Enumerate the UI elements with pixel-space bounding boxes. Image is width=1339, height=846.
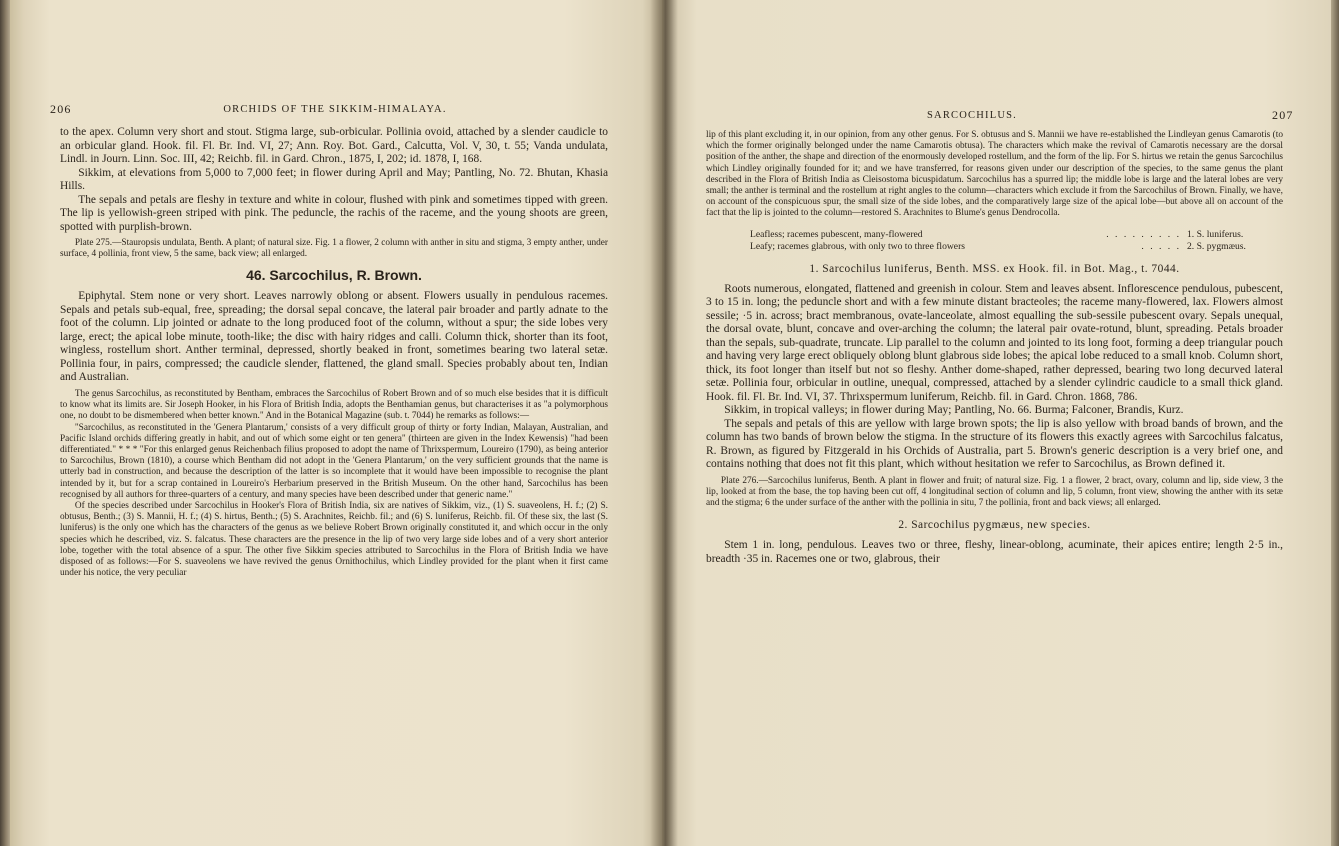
left-page xyxy=(10,0,662,846)
plate-note: Plate 275.—Stauropsis undulata, Benth. A plant; of natural size. Fig. 1 a flower, 2 column with anther in situ and stigma, 3 empty anther, under surface, 4 pollinia, front view, 5 the same, back view; all enlarged. xyxy=(60,238,608,260)
book-gutter xyxy=(650,0,678,846)
species-heading: 1. Sarcochilus luniferus, Benth. MSS. ex Hook. fil. in Bot. Mag., t. 7044. xyxy=(809,262,1180,275)
paragraph: Stem 1 in. long, pendulous. Leaves two or three, fleshy, linear-oblong, acuminate, their apices entire; length 2·5 in., breadth ·35 in. Racemes one or two, glabrous, their xyxy=(706,539,1283,565)
right-page xyxy=(662,0,1331,846)
key-result: 2. S. pygmæus. xyxy=(1187,240,1246,252)
plate-note: Plate 276.—Sarcochilus luniferus, Benth. A plant in flower and fruit; of natural size. Fig. 1 a flower, 2 bract, ovary, column and lip, side view, 3 the lip, looked at from the base, the top having been cut off, 4 longitudinal section of column and lip, 5 column, front view, showing the anther with its setæ and the stigma; 6 the under surface of the anther with the pollinia in situ, 7 the pollinia, front and back views; all enlarged. xyxy=(706,475,1283,509)
paragraph: The sepals and petals of this are yellow with large brown spots; the lip is also yellow with broad bands of brown, and the column has two bands of brown below the stigma. In the structure of its flowers this exactly agrees with Sarcochilus falcatus, R. Brown, as figured by Fitzgerald in his Orchids of Australia, part 5. Brown's generic description is a very brief one, and contains nothing that does not fit this plant, which without hesitation we refer to Sarcochilus, as Brown defined it. xyxy=(706,417,1283,471)
running-head-left: ORCHIDS OF THE SIKKIM-HIMALAYA. xyxy=(223,104,447,115)
paragraph: The sepals and petals are fleshy in texture and white in colour, flushed with pink and sometimes tipped with green. The lip is yellowish-green striped with pink. The peduncle, the rachis of the raceme, and the young shoots are green, spotted with purplish-brown. xyxy=(60,193,608,233)
paragraph: Sikkim, at elevations from 5,000 to 7,000 feet; in flower during April and May; Pantling, No. 72. Bhutan, Khasia Hills. xyxy=(60,166,608,192)
species-key xyxy=(750,229,1283,253)
page-edge xyxy=(1331,0,1339,846)
note-paragraph: The genus Sarcochilus, as reconstituted by Bentham, embraces the Sarcochilus of Robert Brown and of so much else besides that it is difficult to know what its limits are. Sir Joseph Hooker, in his Flora of British India, adopts the Benthamian genus, but characterises it as "a polymorphous one, no doubt to be dismembered when better known." And in the Botanical Magazine (sub. t. 7044) he remarks as follows:— xyxy=(60,388,608,422)
left-page-text xyxy=(60,126,608,579)
species-heading: 2. Sarcochilus pygmæus, new species. xyxy=(898,519,1091,532)
paragraph: to the apex. Column very short and stout. Stigma large, sub-orbicular. Pollinia ovoid, attached by a slender caudicle to an orbicular gland. Hook. fil. Fl. Br. Ind. VI, 27; Ann. Roy. Bot. Gard., Calcutta, Vol. V, 30, t. 55; Vanda undulata, Lindl. in Journ. Linn. Soc. III, 42; Reichb. fil. in Gard. Chron., 1875, I, 202; id. 1878, I, 168. xyxy=(60,126,608,165)
genus-heading: 46. Sarcochilus, R. Brown. xyxy=(246,267,422,284)
key-row xyxy=(750,241,1283,253)
key-result: 1. S. luniferus. xyxy=(1187,228,1244,240)
note-paragraph: lip of this plant excluding it, in our opinion, from any other genus. For S. obtusus and S. Mannii we have re-established the Lindleyan genus Camarotis (to which the former originally belonged under the name Camarotis obtusa). The characters which make the revival of Camarotis necessary are the dorsal position of the anther, the shape and direction of the enormously developed rostellum, and the form of the lip. For S. hirtus we retain the genus Sarcochilus which Lindley originally founded for it; and we have transferred, for reasons given under our description of the species, to the same genus the plant described in the Flora of British India as Cleisostoma bicuspidatum. Sarcochilus has a spurred lip; the middle lobe is large and the lateral lobes are very small; the anther is terminal and the rostellum at right angles to the column—characters which exclude it from the Sarcochilus of Brown. Finally, we have, on account of the conspicuous spur, the small size of the side lobes, and the comparatively large size of the apical lobe—but above all on account of the fact that the lip is jointed to the column—restored S. Arachnites to Blume's genus Dendrocolla. xyxy=(706,130,1283,219)
running-head-right: SARCOCHILUS. xyxy=(927,110,1017,121)
note-paragraph: Of the species described under Sarcochilus in Hooker's Flora of British India, six are natives of Sikkim, viz., (1) S. suaveolens, H. f.; (2) S. obtusus, Benth.; (3) S. Mannii, H. f.; (4) S. hirtus, Benth.; (5) S. Arachnites, Reichb. fil.; and (6) S. luniferus, Reichb. fil. Of these six, the last (S. luniferus) is the only one which has the characters of the genus as we believe Robert Brown originally constituted it, and which occur in the only species which he described, viz. S. falcatus. These characters are the presence in the lip of two very large side lobes and of a very short anterior lobe, together with the total absence of a spur. The other five Sikkim species attributed to Sarcochilus in the Flora of British India we have disposed of as follows:—For S. suaveolens we have revived the genus Ornithochilus, which Lindley provided for the plant when it first came under his notice, the very peculiar xyxy=(60,500,608,579)
paragraph: Sikkim, in tropical valleys; in flower during May; Pantling, No. 66. Burma; Falconer, Brandis, Kurz. xyxy=(724,404,1184,417)
key-row xyxy=(750,229,1283,241)
key-text: Leafless; racemes pubescent, many-flowered xyxy=(750,228,923,240)
page-number-right: 207 xyxy=(1272,108,1294,122)
note-paragraph: "Sarcochilus, as reconstituted in the 'Genera Plantarum,' consists of a very difficult group of thirty or forty Indian, Malayan, Australian, and Pacific Island orchids differing greatly in habit, and out of which some eight or ten genera" (thirteen are given in the Index Kewensis) "had been differentiated." * * * "For this enlarged genus Reichenbach filius proposed to adopt the name of Thrixspermum, Loureiro (1790), as being anterior to Sarcochilus, Brown (1810), a course which Bentham did not adopt in the 'Genera Plantarum,' on the very sufficient grounds that the name is utterly bad in construction, and because the description of the latter is so incomplete that it would have been impossible to recognise the plant intended by it, but for a scrap contained in Loureiro's Herbarium preserved in the British Museum. On the other hand, Sarcochilus has been recognised by all authors for three-quarters of a century, and many species have been described under that generic name." xyxy=(60,422,608,500)
page-number-left: 206 xyxy=(50,102,72,116)
key-dots: . . . . . xyxy=(1141,240,1181,252)
paragraph: Roots numerous, elongated, flattened and greenish in colour. Stem and leaves absent. Inflorescence pendulous, pubescent, 3 to 15 in. long; the peduncle short and with a few minute distant bracteoles; the raceme many-flowered, lax. Flowers almost sessile; ·5 in. across; bract membranous, ovate-lanceolate, almost equalling the sub-sessile pubescent ovary. Sepals unequal, the dorsal ovate, blunt, concave and over-arching the column; the lateral pair ovate-rotund, blunt, spreading. Petals broader than the sepals, sub-quadrate, truncate. Lip parallel to the column and jointed to its long foot, forming a deep triangular pouch and having very large erect obliquely oblong blunt glabrous side lobes; the apical lobe reduced to a small knob. Column short, thick, its foot longer than itself but not so fleshy. Anther dome-shaped, rather depressed, bearing two long decurved lateral setæ. Pollinia four, orbicular in outline, unequal, compressed, attached by a slender cylindric caudicle to a small thick gland. Hook. fil. Fl. Br. Ind. VI, 37. Thrixspermum luniferum, Reichb. fil. in Gard. Chron. 1868, 786. xyxy=(706,282,1283,403)
genus-description: Epiphytal. Stem none or very short. Leaves narrowly oblong or absent. Flowers usually in pendulous racemes. Sepals and petals sub-equal, free, spreading; the dorsal sepal concave, the lateral pair broader and partly adnate to the foot of the column. Lip jointed or adnate to the long produced foot of the column, without a spur; the side lobes very large, erect; the apical lobe minute, tooth-like; the disc with hairy ridges and calli. Column thick, shorter than its foot, wingless, rostellum short. Anther terminal, depressed, shortly beaked in front, sometimes bearing two lateral setæ. Pollinia four, in pairs, compressed; the caudicle slender, flattened, the gland small. Species probably about ten, Indian and Australian. xyxy=(60,290,608,384)
right-page-text xyxy=(706,130,1283,566)
key-dots: . . . . . . . . . xyxy=(1106,228,1181,240)
key-text: Leafy; racemes glabrous, with only two to three flowers xyxy=(750,240,965,252)
